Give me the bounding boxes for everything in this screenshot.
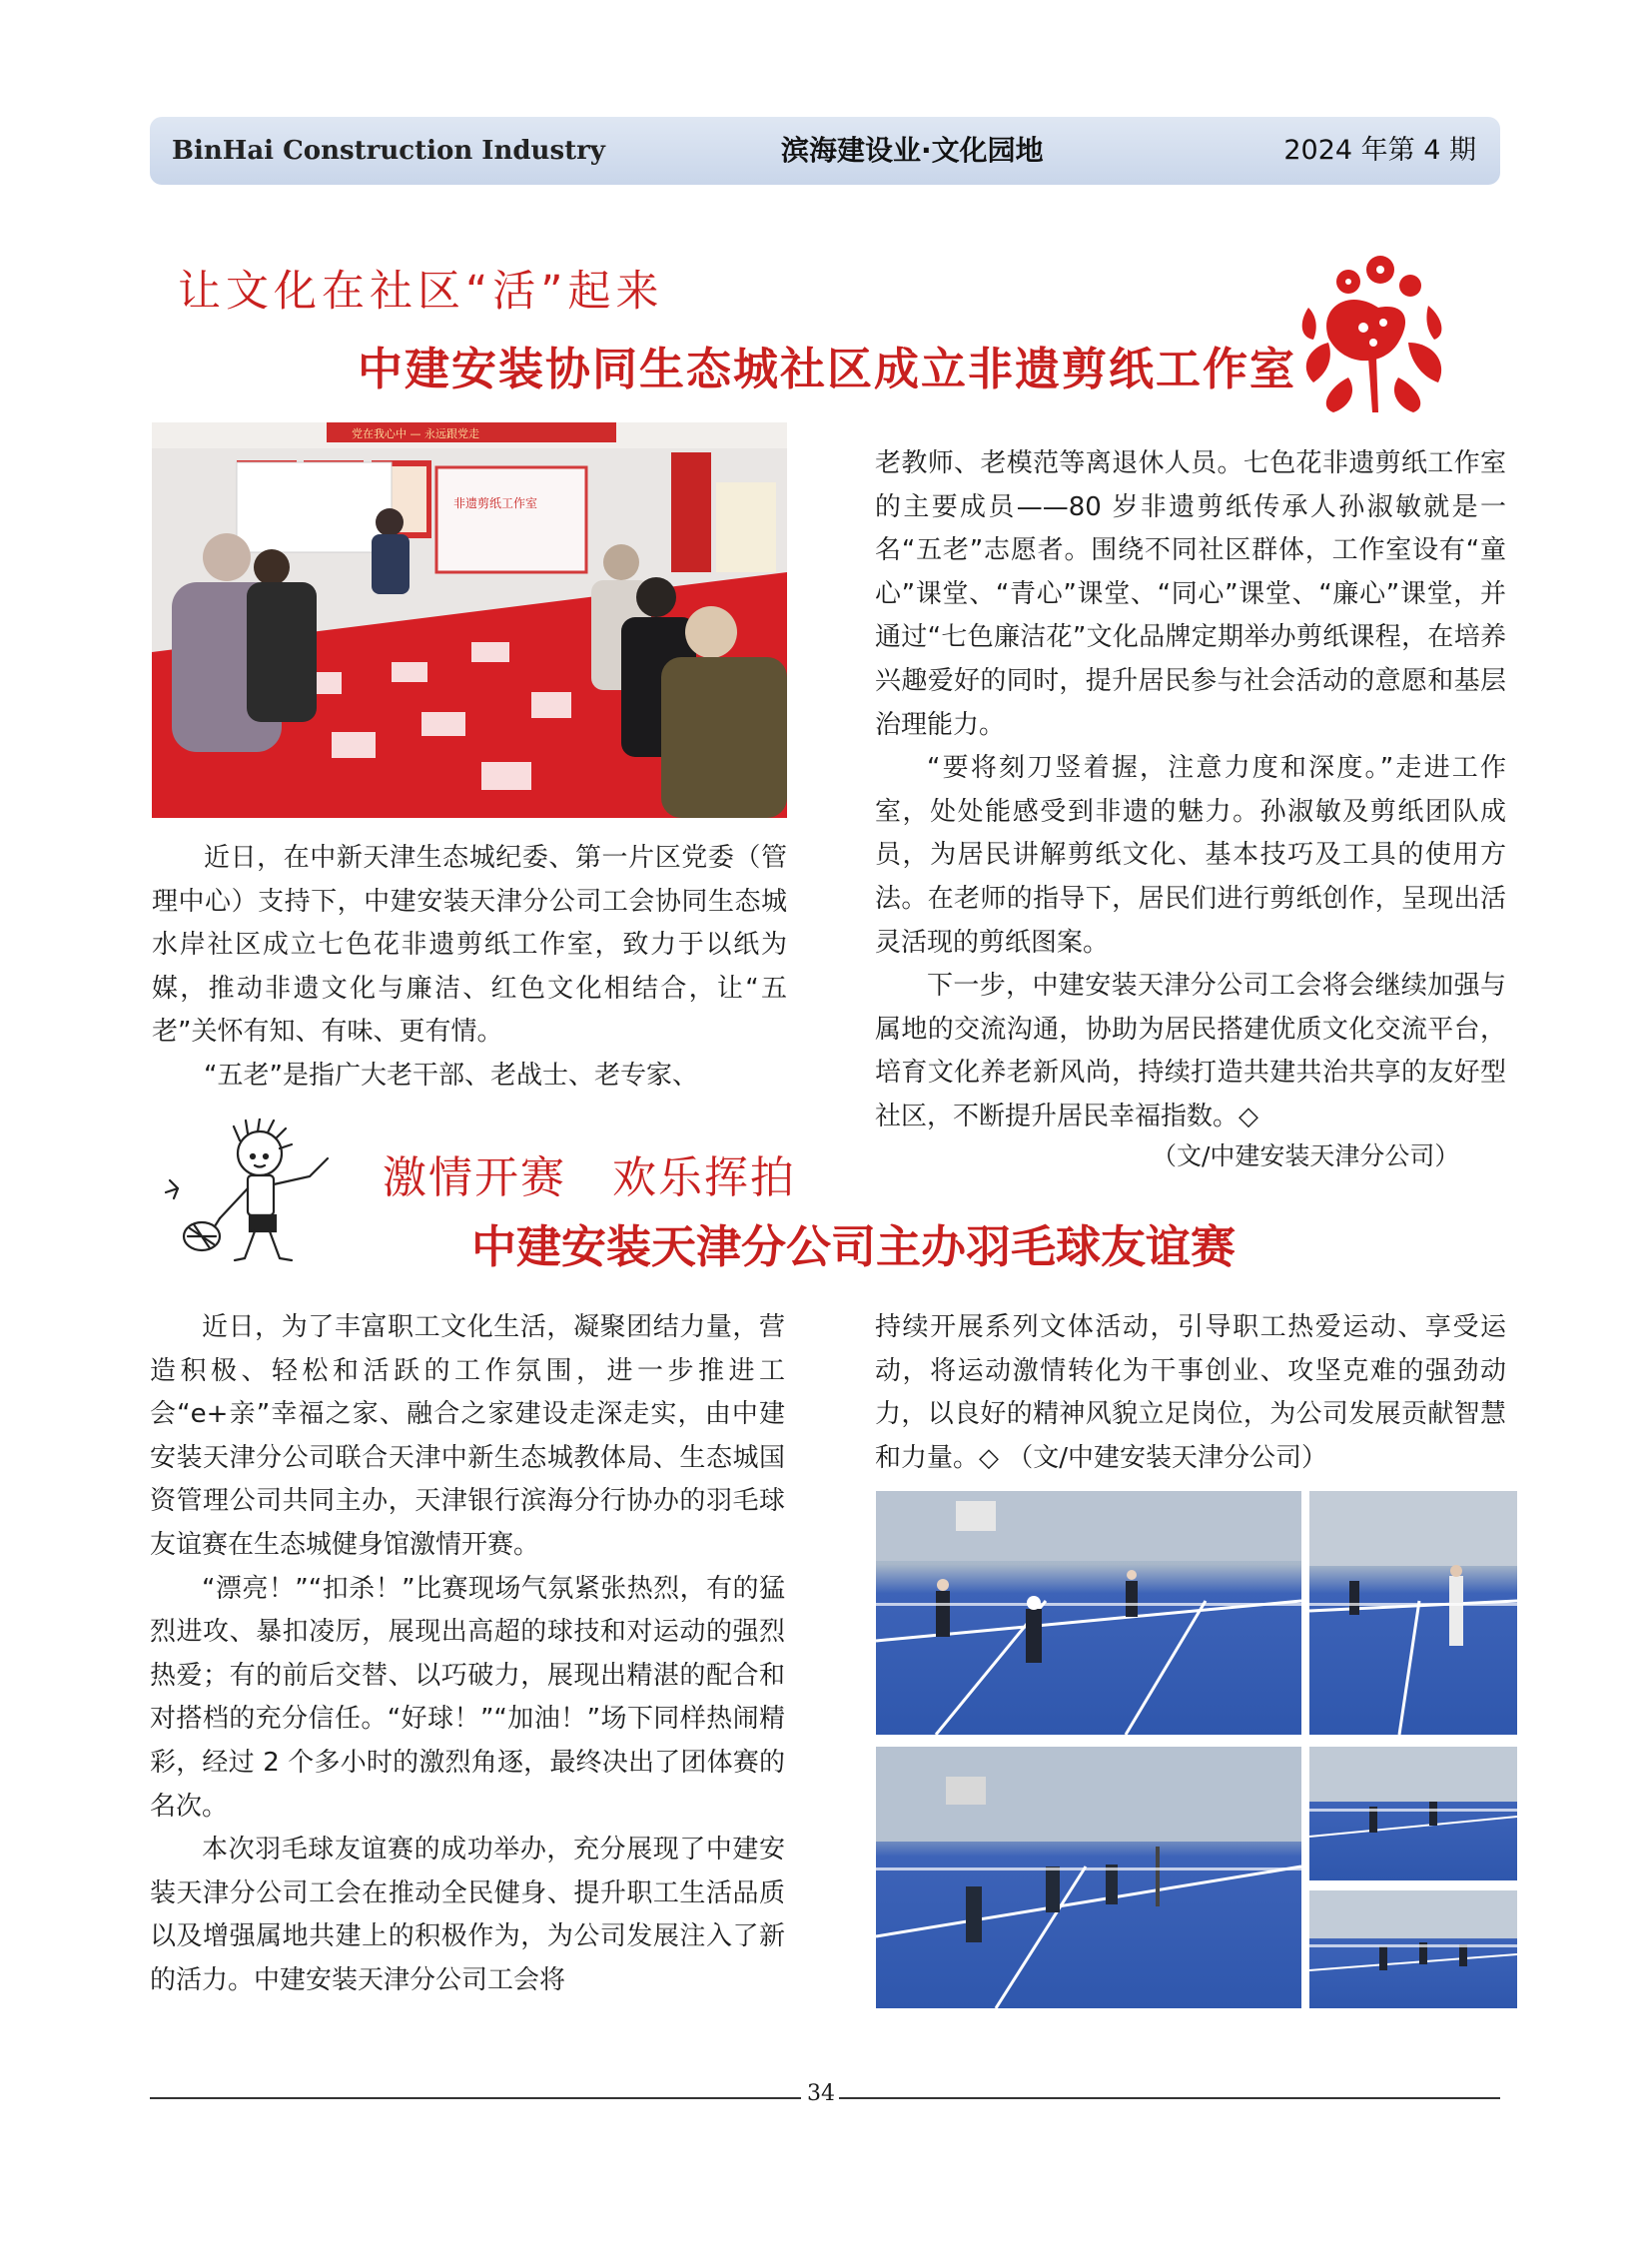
article1-left-column — [152, 837, 787, 1099]
article1-credit: （文/中建安装天津分公司） — [1152, 1141, 1460, 1170]
badminton-photo — [1309, 1491, 1517, 1735]
badminton-photo — [1309, 1890, 1517, 2008]
section-name: 滨海建设业·文化园地 — [781, 134, 1044, 167]
article2-left-column — [150, 1306, 785, 2003]
badminton-player-illustration — [160, 1119, 355, 1273]
article2-paragraph: 本次羽毛球友谊赛的成功举办，充分展现了中建安装天津分公司工会在推动全民健身、提升职工生活品质以及增强属地共建上的积极作为，为公司发展注入了新的活力。中建安装天津分公司工会将 — [150, 1835, 785, 1995]
article1-right-column — [875, 442, 1506, 1139]
article2-kicker: 激情开赛 欢乐挥拍 — [383, 1152, 796, 1203]
footer-rule-right — [839, 2097, 1500, 2099]
journal-name-en: BinHai Construction Industry — [172, 136, 605, 166]
papercut-flower-icon — [1288, 248, 1458, 417]
article1-paragraph: “五老”是指广大老干部、老战士、老专家、 — [204, 1060, 698, 1091]
article1-paragraph: 近日，在中新天津生态城纪委、第一片区党委（管理中心）支持下，中建安装天津分公司工会协同生态城水岸社区成立七色花非遗剪纸工作室，致力于以纸为媒，推动非遗文化与廉洁、红色文化相结合，让“五老”关怀有知、有味、更有情。 — [152, 843, 787, 1048]
article1-paragraph: 下一步，中建安装天津分公司工会将会继续加强与属地的交流沟通，协助为居民搭建优质文化交流平台，培育文化养老新风尚，持续打造共建共治共享的友好型社区，不断提升居民幸福指数。◇ — [875, 971, 1506, 1131]
article1-paragraph: “要将刻刀竖着握，注意力度和深度。”走进工作室，处处能感受到非遗的魅力。孙淑敏及剪纸团队成员，为居民讲解剪纸文化、基本技巧及工具的使用方法。在老师的指导下，居民们进行剪纸创作，呈现出活灵活现的剪纸图案。 — [875, 753, 1506, 958]
badminton-photo — [876, 1491, 1301, 1735]
article2-title: 中建安装天津分公司主办羽毛球友谊赛 — [471, 1220, 1237, 1273]
article2-right-column — [875, 1306, 1506, 1480]
wall-banner-text: 党在我心中 — 永远跟党走 — [352, 427, 479, 440]
badminton-photo — [876, 1747, 1301, 2008]
article2-paragraph: 近日，为了丰富职工文化生活，凝聚团结力量，营造积极、轻松和活跃的工作氛围，进一步推进工会“e+亲”幸福之家、融合之家建设走深走实，由中建安装天津分公司联合天津中新生态城教体局、生态城国资管理公司共同主办，天津银行滨海分行协办的羽毛球友谊赛在生态城健身馆激情开赛。 — [150, 1312, 785, 1560]
article2-paragraph: “漂亮！”“扣杀！”比赛现场气氛紧张热烈，有的猛烈进攻、暴扣凌厉，展现出高超的球技和对运动的强烈热爱；有的前后交替、以巧破力，展现出精湛的配合和对搭档的充分信任。“好球！”“加油！”场下同样热闹精彩，经过 2 个多小时的激烈角逐，最终决出了团体赛的名次。 — [150, 1573, 785, 1822]
article1-kicker: 让文化在社区“活”起来 — [178, 267, 664, 317]
badminton-photo — [1309, 1747, 1517, 1880]
article2-paragraph: 持续开展系列文体活动，引导职工热爱运动、享受运动，将运动激情转化为干事创业、攻坚克难的强劲动力，以良好的精神风貌立足岗位，为公司发展贡献智慧和力量。◇ （文/中建安装天津分公司） — [875, 1312, 1506, 1473]
workshop-photo — [152, 422, 787, 818]
photo-board-text: 非遗剪纸工作室 — [453, 496, 538, 510]
issue-number: 2024 年第 4 期 — [1283, 135, 1476, 166]
page-number: 34 — [807, 2081, 835, 2106]
article1-paragraph: 老教师、老模范等离退休人员。七色花非遗剪纸工作室的主要成员——80 岁非遗剪纸传承人孙淑敏就是一名“五老”志愿者。围绕不同社区群体，工作室设有“童心”课堂、“青心”课堂、“同心”课堂、“廉心”课堂，并通过“七色廉洁花”文化品牌定期举办剪纸课程，在培养兴趣爱好的同时，提升居民参与社会活动的意愿和基层治理能力。 — [875, 448, 1506, 740]
footer-rule-left — [150, 2097, 801, 2099]
running-header — [150, 117, 1500, 185]
article1-title: 中建安装协同生态城社区成立非遗剪纸工作室 — [358, 343, 1297, 395]
